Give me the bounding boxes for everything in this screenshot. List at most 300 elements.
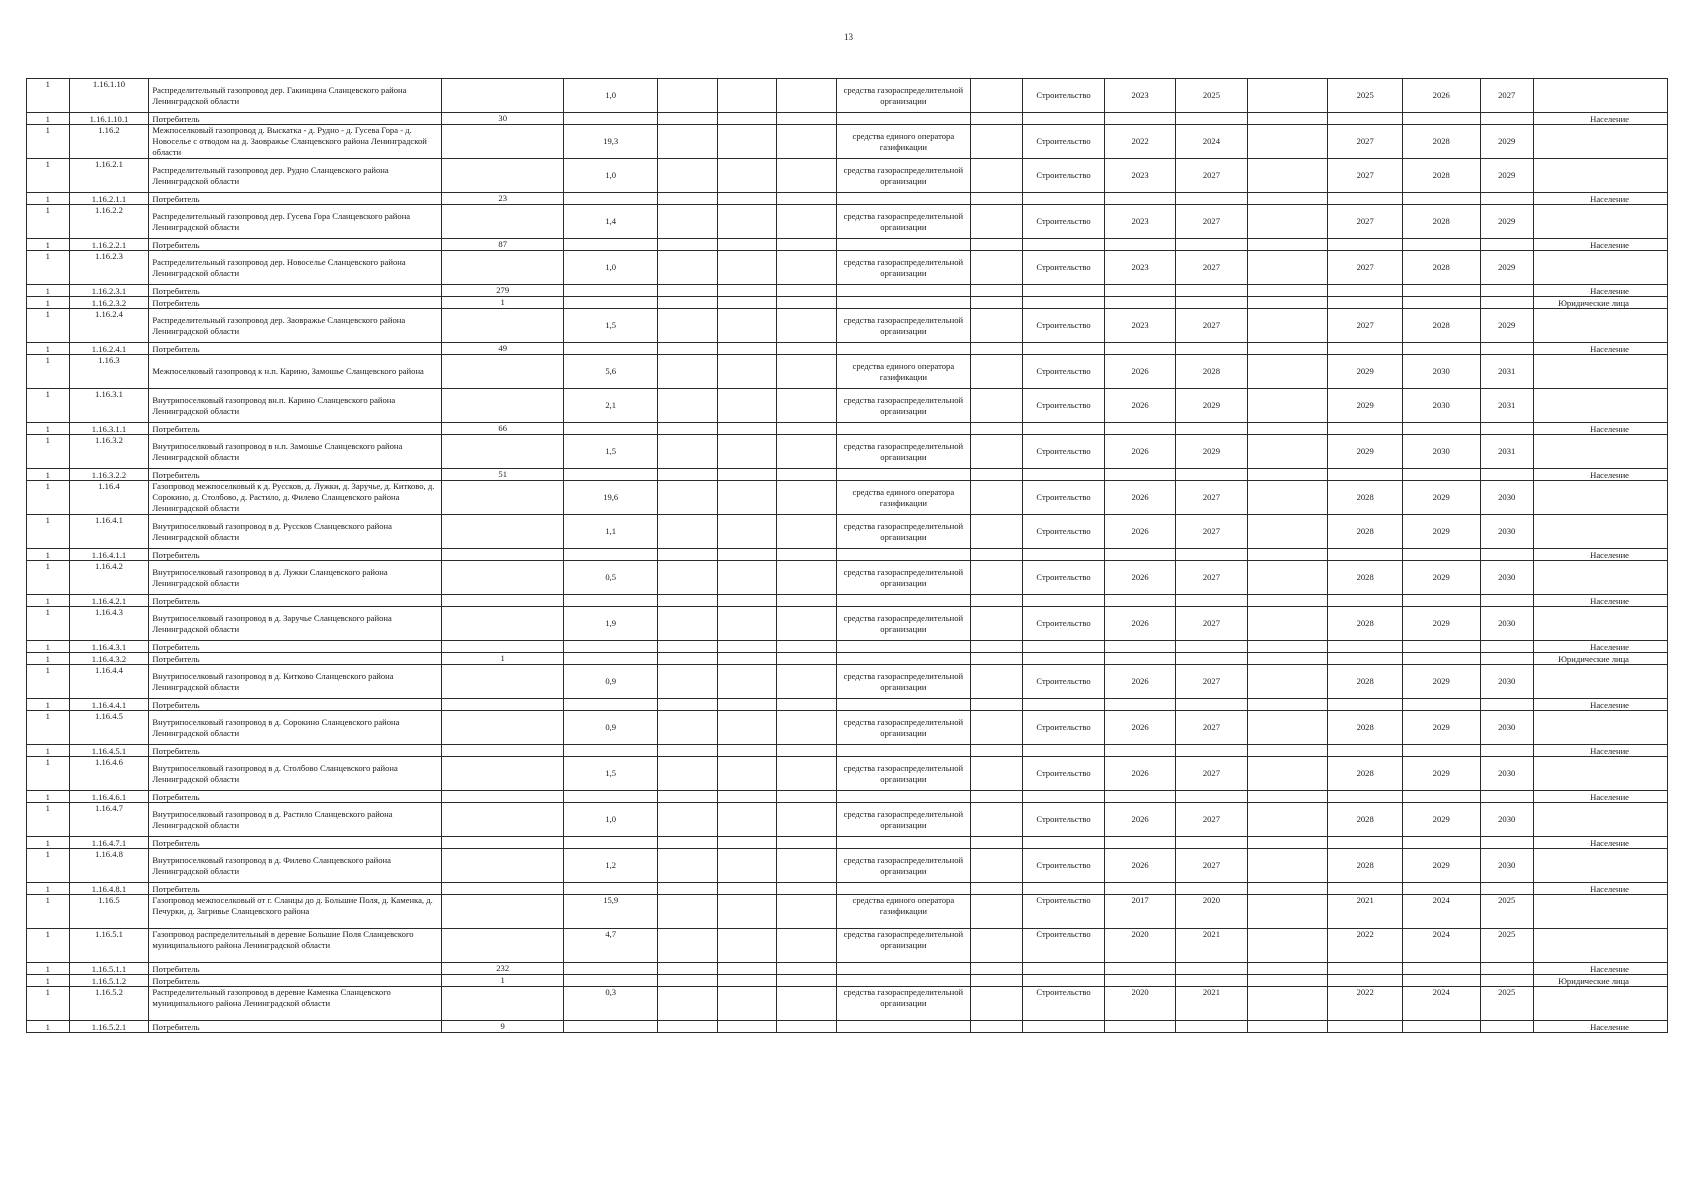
empty-cell [777,515,837,549]
pipeline-row [27,561,1668,595]
funding-cell: средства газораспределительной организации [836,757,970,791]
empty-cell [1247,641,1328,653]
empty-cell [658,607,718,641]
empty-cell [658,113,718,125]
count-cell [442,837,564,849]
year-cell: 2031 [1480,435,1533,469]
consumer-category-cell: Население [1533,423,1667,435]
year-cell: 2026 [1104,665,1175,699]
empty-cell [658,193,718,205]
work-type-cell: Строительство [1023,607,1105,641]
count-cell [442,159,564,193]
count-cell [442,929,564,963]
year-cell [1480,883,1533,895]
empty-cell [717,113,777,125]
year-cell: 2029 [1402,803,1480,837]
consumer-row [27,469,1668,481]
name-cell: Потребитель [149,285,442,297]
year-cell [1402,837,1480,849]
pipeline-row [27,355,1668,389]
year-cell [1328,285,1402,297]
empty-cell [1247,745,1328,757]
empty-cell [658,883,718,895]
year-cell [1402,239,1480,251]
year-cell: 2028 [1328,849,1402,883]
year-cell: 2027 [1328,251,1402,285]
year-cell [1402,641,1480,653]
year-cell [1480,791,1533,803]
pipeline-row [27,389,1668,423]
year-cell: 2030 [1402,389,1480,423]
funding-cell [836,297,970,309]
empty-cell [658,297,718,309]
consumer-category-cell [1533,665,1667,699]
year-cell [1104,1021,1175,1033]
length-cell: 0,3 [564,987,658,1021]
year-cell: 2030 [1480,711,1533,745]
level-cell: 1 [27,297,70,309]
level-cell: 1 [27,285,70,297]
consumer-category-cell: Население [1533,239,1667,251]
pipeline-row [27,515,1668,549]
name-cell: Внутрипоселковый газопровод в д. Лужки Сланцевского района Ленинградской области [149,561,442,595]
empty-cell [717,549,777,561]
empty-cell [777,975,837,987]
empty-cell [717,987,777,1021]
level-cell: 1 [27,595,70,607]
pipeline-row [27,125,1668,159]
code-cell: 1.16.4.3.2 [69,653,149,665]
count-cell: 30 [442,113,564,125]
name-cell: Газопровод межпоселковый к д. Руссков, д. Лужки, д. Заручье, д. Китково, д. Сорокино, д. Столбово, д. Растило, д. Филево Сланцевского района Ленинградской области [149,481,442,515]
count-cell [442,205,564,239]
year-cell: 2027 [1328,159,1402,193]
year-cell: 2026 [1104,561,1175,595]
empty-cell [717,251,777,285]
name-cell: Внутрипоселковый газопровод в д. Китково Сланцевского района Ленинградской области [149,665,442,699]
year-cell: 2029 [1176,389,1247,423]
empty-cell [658,699,718,711]
year-cell: 2028 [1328,607,1402,641]
name-cell: Распределительный газопровод дер. Новоселье Сланцевского района Ленинградской области [149,251,442,285]
code-cell: 1.16.1.10 [69,79,149,113]
year-cell [1104,469,1175,481]
length-cell [564,595,658,607]
length-cell: 1,0 [564,803,658,837]
length-cell [564,193,658,205]
year-cell: 2020 [1176,895,1247,929]
year-cell: 2028 [1402,205,1480,239]
empty-cell [1247,205,1328,239]
name-cell: Потребитель [149,469,442,481]
work-type-cell: Строительство [1023,79,1105,113]
year-cell: 2029 [1402,515,1480,549]
year-cell [1402,297,1480,309]
code-cell: 1.16.4.7 [69,803,149,837]
year-cell: 2026 [1104,711,1175,745]
year-cell: 2027 [1176,205,1247,239]
work-type-cell [1023,113,1105,125]
year-cell: 2027 [1176,607,1247,641]
count-cell [442,803,564,837]
year-cell [1328,113,1402,125]
year-cell [1328,791,1402,803]
empty-cell [1247,963,1328,975]
year-cell [1328,975,1402,987]
year-cell [1176,285,1247,297]
code-cell: 1.16.5.2 [69,987,149,1021]
consumer-row [27,699,1668,711]
year-cell: 2030 [1480,515,1533,549]
empty-cell [717,435,777,469]
empty-cell [970,561,1022,595]
year-cell [1480,595,1533,607]
year-cell [1104,423,1175,435]
year-cell [1104,653,1175,665]
year-cell [1402,469,1480,481]
name-cell: Распределительный газопровод дер. Рудно Сланцевского района Ленинградской области [149,159,442,193]
work-type-cell: Строительство [1023,757,1105,791]
empty-cell [777,469,837,481]
length-cell: 1,5 [564,757,658,791]
year-cell [1480,963,1533,975]
name-cell: Внутрипоселковый газопровод в д. Растило Сланцевского района Ленинградской области [149,803,442,837]
level-cell: 1 [27,641,70,653]
year-cell [1328,653,1402,665]
level-cell: 1 [27,125,70,159]
funding-cell [836,343,970,355]
level-cell: 1 [27,469,70,481]
empty-cell [658,239,718,251]
empty-cell [777,481,837,515]
empty-cell [717,883,777,895]
empty-cell [970,883,1022,895]
code-cell: 1.16.4.3.1 [69,641,149,653]
name-cell: Потребитель [149,641,442,653]
year-cell: 2023 [1104,309,1175,343]
name-cell: Потребитель [149,595,442,607]
funding-cell [836,963,970,975]
year-cell [1402,1021,1480,1033]
name-cell: Потребитель [149,883,442,895]
length-cell [564,975,658,987]
consumer-category-cell [1533,309,1667,343]
length-cell [564,883,658,895]
year-cell [1402,595,1480,607]
work-type-cell [1023,1021,1105,1033]
length-cell [564,1021,658,1033]
year-cell [1480,641,1533,653]
empty-cell [717,79,777,113]
year-cell [1480,285,1533,297]
empty-cell [1247,975,1328,987]
empty-cell [658,285,718,297]
empty-cell [970,595,1022,607]
year-cell [1328,549,1402,561]
empty-cell [1247,481,1328,515]
consumer-row [27,239,1668,251]
name-cell: Внутрипоселковый газопровод в н.п. Замошье Сланцевского района Ленинградской области [149,435,442,469]
funding-cell [836,699,970,711]
year-cell: 2023 [1104,159,1175,193]
empty-cell [717,309,777,343]
empty-cell [1247,561,1328,595]
consumer-category-cell: Население [1533,699,1667,711]
empty-cell [777,665,837,699]
count-cell [442,595,564,607]
empty-cell [777,389,837,423]
pipeline-row [27,929,1668,963]
year-cell [1480,1021,1533,1033]
funding-cell: средства газораспределительной организации [836,79,970,113]
year-cell: 2027 [1328,205,1402,239]
work-type-cell [1023,285,1105,297]
funding-cell: средства газораспределительной организации [836,665,970,699]
code-cell: 1.16.5.1 [69,929,149,963]
year-cell: 2029 [1480,159,1533,193]
count-cell: 66 [442,423,564,435]
empty-cell [1247,297,1328,309]
year-cell: 2030 [1402,355,1480,389]
funding-cell: средства газораспределительной организации [836,309,970,343]
level-cell: 1 [27,549,70,561]
year-cell: 2029 [1480,125,1533,159]
year-cell [1176,113,1247,125]
consumer-row [27,837,1668,849]
code-cell: 1.16.4.3 [69,607,149,641]
year-cell: 2029 [1402,665,1480,699]
name-cell: Межпоселковый газопровод к н.п. Карино, Замошье Сланцевского района [149,355,442,389]
count-cell [442,389,564,423]
year-cell [1176,791,1247,803]
level-cell: 1 [27,987,70,1021]
length-cell: 1,0 [564,251,658,285]
year-cell: 2020 [1104,987,1175,1021]
work-type-cell [1023,343,1105,355]
year-cell [1328,699,1402,711]
count-cell [442,309,564,343]
empty-cell [717,515,777,549]
level-cell: 1 [27,481,70,515]
year-cell [1402,963,1480,975]
year-cell [1104,595,1175,607]
length-cell: 1,1 [564,515,658,549]
consumer-category-cell: Население [1533,745,1667,757]
year-cell: 2020 [1104,929,1175,963]
consumer-category-cell [1533,987,1667,1021]
funding-cell [836,423,970,435]
count-cell [442,549,564,561]
empty-cell [717,975,777,987]
empty-cell [717,205,777,239]
empty-cell [970,549,1022,561]
empty-cell [1247,435,1328,469]
code-cell: 1.16.5.1.2 [69,975,149,987]
year-cell [1104,343,1175,355]
consumer-category-cell [1533,205,1667,239]
consumer-row [27,423,1668,435]
name-cell: Потребитель [149,837,442,849]
year-cell: 2029 [1402,757,1480,791]
funding-cell [836,745,970,757]
name-cell: Газопровод межпоселковый от г. Сланцы до д. Большие Поля, д. Каменка, д. Печурки, д. Загривье Сланцевского района [149,895,442,929]
year-cell [1176,699,1247,711]
name-cell: Распределительный газопровод дер. Гусева Гора Сланцевского района Ленинградской области [149,205,442,239]
level-cell: 1 [27,159,70,193]
consumer-category-cell: Население [1533,343,1667,355]
consumer-category-cell: Население [1533,595,1667,607]
work-type-cell [1023,297,1105,309]
consumer-row [27,1021,1668,1033]
length-cell [564,297,658,309]
count-cell [442,355,564,389]
length-cell [564,469,658,481]
year-cell: 2026 [1104,849,1175,883]
length-cell: 1,0 [564,79,658,113]
consumer-category-cell [1533,481,1667,515]
work-type-cell: Строительство [1023,355,1105,389]
empty-cell [970,975,1022,987]
empty-cell [970,159,1022,193]
count-cell [442,699,564,711]
year-cell [1480,113,1533,125]
funding-cell [836,239,970,251]
year-cell: 2030 [1480,849,1533,883]
empty-cell [777,297,837,309]
consumer-category-cell [1533,515,1667,549]
empty-cell [1247,757,1328,791]
consumer-row [27,297,1668,309]
consumer-category-cell [1533,757,1667,791]
year-cell: 2029 [1402,711,1480,745]
year-cell: 2025 [1176,79,1247,113]
consumer-category-cell [1533,849,1667,883]
empty-cell [970,79,1022,113]
name-cell: Потребитель [149,239,442,251]
year-cell: 2027 [1176,849,1247,883]
code-cell: 1.16.5 [69,895,149,929]
empty-cell [970,745,1022,757]
pipeline-row [27,757,1668,791]
count-cell [442,607,564,641]
year-cell [1176,297,1247,309]
length-cell: 1,5 [564,435,658,469]
funding-cell [836,193,970,205]
year-cell: 2025 [1480,895,1533,929]
year-cell [1104,963,1175,975]
year-cell [1328,1021,1402,1033]
length-cell: 1,4 [564,205,658,239]
empty-cell [717,1021,777,1033]
year-cell [1328,883,1402,895]
year-cell: 2028 [1176,355,1247,389]
consumer-category-cell [1533,251,1667,285]
year-cell: 2025 [1480,987,1533,1021]
level-cell: 1 [27,699,70,711]
pipeline-row [27,987,1668,1021]
year-cell [1176,343,1247,355]
level-cell: 1 [27,803,70,837]
empty-cell [970,355,1022,389]
empty-cell [1247,159,1328,193]
empty-cell [970,895,1022,929]
code-cell: 1.16.2.2 [69,205,149,239]
empty-cell [777,159,837,193]
work-type-cell [1023,837,1105,849]
year-cell [1176,963,1247,975]
empty-cell [777,711,837,745]
name-cell: Потребитель [149,963,442,975]
consumer-category-cell: Юридические лица [1533,975,1667,987]
year-cell: 2027 [1328,125,1402,159]
level-cell: 1 [27,975,70,987]
year-cell [1328,469,1402,481]
consumer-category-cell: Население [1533,113,1667,125]
year-cell: 2021 [1328,895,1402,929]
year-cell: 2028 [1328,515,1402,549]
code-cell: 1.16.4.6.1 [69,791,149,803]
length-cell [564,791,658,803]
empty-cell [777,193,837,205]
empty-cell [777,987,837,1021]
year-cell: 2030 [1480,803,1533,837]
level-cell: 1 [27,711,70,745]
work-type-cell: Строительство [1023,309,1105,343]
code-cell: 1.16.5.2.1 [69,1021,149,1033]
pipeline-row [27,205,1668,239]
empty-cell [970,653,1022,665]
empty-cell [970,849,1022,883]
code-cell: 1.16.2.3 [69,251,149,285]
year-cell: 2028 [1402,125,1480,159]
length-cell: 1,0 [564,159,658,193]
empty-cell [970,837,1022,849]
code-cell: 1.16.3.2 [69,435,149,469]
empty-cell [777,745,837,757]
year-cell [1104,285,1175,297]
level-cell: 1 [27,895,70,929]
empty-cell [717,963,777,975]
empty-cell [1247,699,1328,711]
code-cell: 1.16.4 [69,481,149,515]
year-cell [1402,975,1480,987]
consumer-category-cell [1533,561,1667,595]
count-cell: 51 [442,469,564,481]
year-cell: 2027 [1480,79,1533,113]
count-cell: 49 [442,343,564,355]
empty-cell [717,607,777,641]
empty-cell [658,641,718,653]
level-cell: 1 [27,423,70,435]
code-cell: 1.16.2.3.1 [69,285,149,297]
length-cell: 1,9 [564,607,658,641]
year-cell: 2023 [1104,251,1175,285]
year-cell [1104,883,1175,895]
year-cell: 2026 [1104,607,1175,641]
year-cell: 2028 [1402,159,1480,193]
level-cell: 1 [27,239,70,251]
empty-cell [970,699,1022,711]
name-cell: Распределительный газопровод в деревне Каменка Сланцевского муниципального района Ленинградской области [149,987,442,1021]
empty-cell [970,711,1022,745]
consumer-category-cell: Население [1533,1021,1667,1033]
year-cell: 2028 [1328,803,1402,837]
empty-cell [1247,1021,1328,1033]
year-cell: 2017 [1104,895,1175,929]
empty-cell [658,1021,718,1033]
year-cell [1480,549,1533,561]
code-cell: 1.16.2.1 [69,159,149,193]
